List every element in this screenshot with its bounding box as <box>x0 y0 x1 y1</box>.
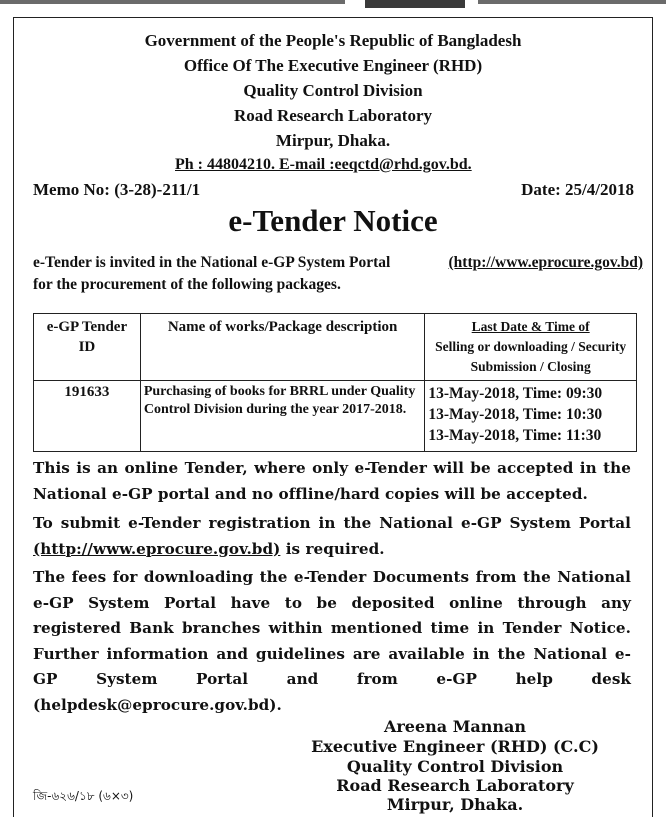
tender-id: 191633 <box>34 381 141 452</box>
signature-location: Mirpur, Dhaka. <box>386 795 524 814</box>
portal-link[interactable]: (http://www.eprocure.gov.bd) <box>448 254 643 271</box>
signature-division: Quality Control Division <box>346 757 564 776</box>
page-title: e-Tender Notice <box>228 203 438 238</box>
time-selling: 13-May-2018, Time: 09:30 <box>428 385 603 402</box>
header-last-date-sub: Selling or downloading / Security Submission / Closing <box>435 339 627 374</box>
time-security: 13-May-2018, Time: 10:30 <box>428 406 603 423</box>
header-description: Name of works/Package description <box>140 314 425 381</box>
header-line-laboratory: Road Research Laboratory <box>234 106 432 125</box>
header-line-government: Government of the People's Republic of Bangladesh <box>144 31 522 50</box>
memo-number: Memo No: (3-28)-211/1 <box>33 180 201 199</box>
header-last-date <box>425 314 637 381</box>
intro-text-2: for the procurement of the following packages. <box>33 276 341 293</box>
top-rule <box>0 0 666 8</box>
intro-paragraph <box>33 252 643 296</box>
signature-title: Executive Engineer (RHD) (C.C) <box>311 737 599 756</box>
registration-portal-link[interactable]: (http://www.eprocure.gov.bd) <box>33 539 281 558</box>
header-line-office: Office Of The Executive Engineer (RHD) <box>183 56 483 75</box>
fees-paragraph: The fees for downloading the e-Tender Documents from the National e-GP System Portal have to be deposited online through any registered Bank branches within mentioned time in Tender Notice. Further information and guidelines are available in the National e-GP System Portal and from e-GP help desk (helpdesk@eprocure.gov.bd). <box>33 568 631 714</box>
memo-date: Date: 25/4/2018 <box>521 180 634 199</box>
tender-times <box>425 381 637 452</box>
signature-name: Areena Mannan <box>383 717 527 736</box>
registration-paragraph <box>33 511 631 562</box>
intro-text: e-Tender is invited in the National e-GP System Portal <box>33 254 391 271</box>
table-row <box>34 381 637 452</box>
online-tender-paragraph: This is an online Tender, where only e-Tender will be accepted in the National e-GP portal and no offline/hard copies will be accepted. <box>33 459 631 503</box>
header-last-date-title: Last Date & Time of <box>471 319 590 334</box>
publication-code: জি-৬২৬/১৮ (৬×৩) <box>33 789 134 803</box>
registration-text-2: is required. <box>285 539 385 558</box>
time-closing: 13-May-2018, Time: 11:30 <box>428 427 602 444</box>
header-line-division: Quality Control Division <box>243 81 423 100</box>
package-description: Purchasing of books for BRRL under Quality Control Division during the year 2017-2018. <box>140 381 425 452</box>
contact-line: Ph : 44804210. E-mail :eeqctd@rhd.gov.bd. <box>175 156 472 173</box>
registration-text: To submit e-Tender registration in the National e-GP System Portal <box>33 514 631 532</box>
signature-laboratory: Road Research Laboratory <box>336 776 574 795</box>
header-line-location: Mirpur, Dhaka. <box>275 131 391 150</box>
header-tender-id: e-GP Tender ID <box>34 314 141 381</box>
tender-table <box>33 313 637 452</box>
table-header-row <box>34 314 637 381</box>
